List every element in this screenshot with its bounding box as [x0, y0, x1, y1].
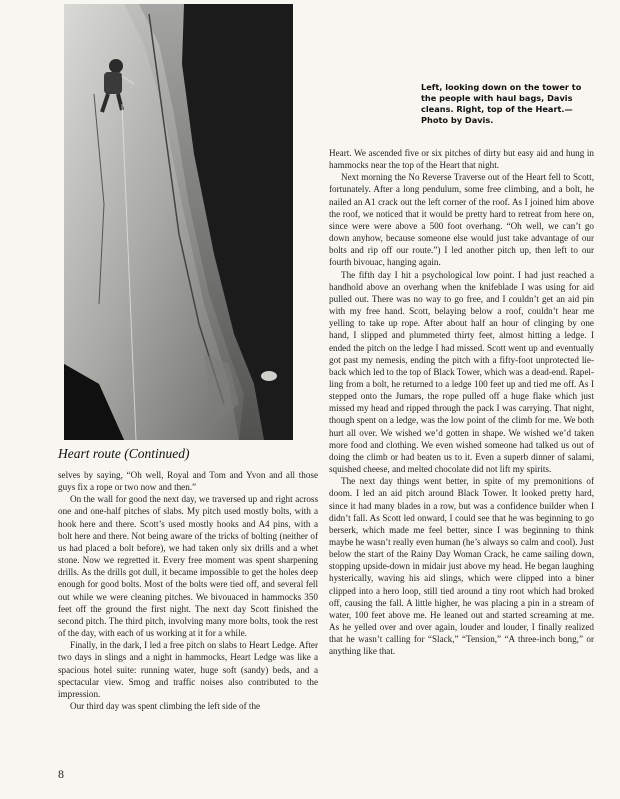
paragraph: Heart. We ascended five or six pitches of dirty but easy aid and hung in hammocks near the top of the Heart that night. — [329, 148, 594, 171]
paragraph: On the wall for good the next day, we traversed up and right across one and one-half pitches of slabs. My pitch used mostly bolts, with a hook here and there. Scott’s used mostly hooks and A4 pins, with a bolt here and there. Not being aware of the tricks of bolting (neither of us had placed a bolt before), we had taken only six drills and a whet stone. Now we regretted it. Every free moment was spent sharpening drills. As the drills got dull, it became impossible to get the holes deep enough for good bolts. Most of the bolts were tied off, and several fell out while we were cleaning pitches. We bivouaced in hammocks 350 feet off the ground the first night. The next day Scott finished the second pitch. The third pitch, involving many more bolts, took the rest of the day, with each of us working at it for a while. — [58, 494, 318, 639]
paragraph: Next morning the No Reverse Traverse out of the Heart fell to Scott, fortunately. After a long pendulum, some free climbing, and a bolt, he nailed an A1 crack out the left corner of the roof. As I joined him above the roof, we noticed that it would be pretty hard to retreat from here on, since were were above a 500 foot overhang. “Oh well, we can’t go down anyhow, because someone else would just take advantage of our bolts and rip off our route.”) I led another pitch up, then left to our fourth bivouac, hanging again. — [329, 172, 594, 268]
haul-bag — [261, 371, 277, 381]
paragraph: selves by saying, “Oh well, Royal and Tom and Yvon and all those guys fix a rope or two now and then.” — [58, 470, 318, 493]
paragraph: The next day things went better, in spite of my premonitions of doom. I led an aid pitch around Black Tower. It looked pretty hard, since it had many blades in a row, but was a confidence builder when I didn’t fall. As Scott led onward, I could see that he was beginning to go berserk, which made me feel better, since I was beginning to think maybe he wasn’t really even human (he’s always so calm and cool). Just below the start of the Rainy Day Woman Crack, he came sailing down, stopping upside-down in midair just above my head. He began laughing hysterically, waving his aid slings, which were clipped into a biner clipped into a hero loop, still tied around a tiny root which had broked off, causing the fall. A little higher, he was placing a pin in a stream of water, 100 feet above me. He leaned out and started screaming at me. As he yelled over and over again, louder and louder, I finally realized that he wasn’t calling for “Slack,” “Tension,” “A three-inch bong,” or anything like that. — [329, 476, 594, 657]
page-number: 8 — [58, 767, 64, 781]
paragraph: The fifth day I hit a psychological low point. I had just reached a handhold above an overhang when the knifeblade I was using for aid pulled out. There was no way to go free, and I couldn’t get an aid pin with my free hand. Scott, belaying below a roof, couldn’t hear me yelling to take up rope. After about half an hour of clinging by one hand, I slipped and plummeted thirty feet, almost hitting a ledge. I ended the pitch on the ledge I had missed. Scott went up and eventually got past my nemesis, ending the pitch with a fifty-foot unprotected lie-back which led to the top of Black Tower, which was a dead-end. Rapelling from a bolt, he returned to a ledge 100 feet up and tied me off. As I stepped onto the Jumars, the rope pulled off a huge flake which just missed my head and ripped through the pack I was carrying. That night, though spent on a ledge, was the low point of the climb for me. We both hurt all over. We wished we’d gotten in shape. We wished we’d taken more food and clothing. We even wished someone had talked us out of doing the climb or had beaten us to it. Even a superb dinner of salami, squished cheese, and melted chocolate did not lift my spirits. — [329, 269, 594, 475]
section-title: Heart route (Continued) — [58, 446, 190, 461]
photo-caption: Left, looking down on the tower to the people with haul bags, Davis cleans. Right, top of the Heart.—Photo by Davis. — [421, 82, 582, 125]
photo-illustration — [64, 4, 293, 440]
left-column — [58, 469, 318, 712]
climbing-photo — [64, 4, 293, 440]
paragraph: Our third day was spent climbing the left side of the — [70, 700, 261, 711]
paragraph: Finally, in the dark, I led a free pitch on slabs to Heart Ledge. After two days in slings and a night in hammocks, Heart Ledge was like a spacious hotel suite: running water, huge soft (sandy) beds, and a spectacular view. Smog and traffic noises also contributed to the impression. — [58, 640, 318, 699]
right-column — [329, 147, 594, 658]
